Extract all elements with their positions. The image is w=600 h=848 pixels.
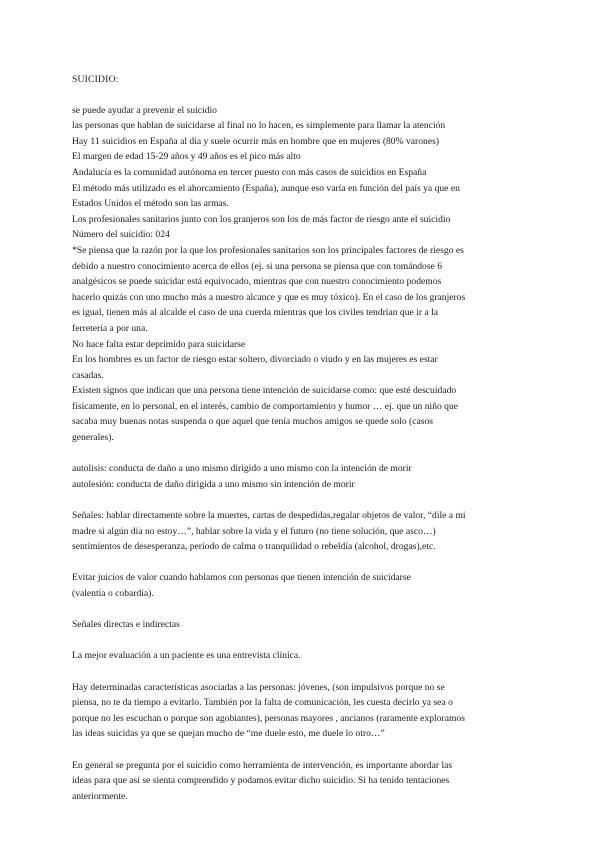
- paragraph-intervention: [72, 758, 532, 805]
- text-line: se puede ayudar a prevenir el suicidio: [72, 104, 217, 116]
- paragraph-direct-indirect: [72, 617, 532, 633]
- text-line: El margen de edad 15-29 años y 49 años es el pico más alto: [72, 151, 301, 163]
- text-line: las ideas suicidas ya que se quejan mucho de “me duele esto, me duele lo otro…”: [72, 728, 385, 740]
- text-line: sentimientos de desesperanza, período de calma o tranquilidad o rebeldía (alcohol, drogas),etc.: [72, 541, 436, 553]
- text-line: generales).: [72, 432, 114, 444]
- paragraph-evaluation: [72, 648, 532, 664]
- text-line: Los profesionales sanitarios junto con los granjeros son los de más factor de riesgo ante el suicidio: [72, 213, 451, 225]
- text-line: ferretería a por una.: [72, 322, 148, 334]
- paragraph-signals: [72, 508, 532, 555]
- text-line: Existen signos que indican que una persona tiene intención de suicidarse como: que esté descuidado: [72, 385, 457, 397]
- definition-autolisis: autolisis: conducta de daño a uno mismo dirigido a uno mismo con la intención de morir: [72, 463, 412, 475]
- text-line: Señales: hablar directamente sobre la muertes, cartas de despedidas,regalar objetos de valor, “dile a mi: [72, 510, 466, 522]
- text-line: No hace falta estar deprimido para suicidarse: [72, 338, 246, 350]
- text-line: La mejor evaluación a un paciente es una entrevista clínica.: [72, 650, 301, 662]
- document-body: [72, 72, 532, 820]
- text-line: Andalucía es la comunidad autónoma en tercer puesto con más casos de suicidios en España: [72, 166, 427, 178]
- text-line: las personas que hablan de suicidarse al final no lo hacen, es simplemente para llamar la atención: [72, 120, 446, 132]
- paragraph-facts: [72, 103, 532, 446]
- text-line: madre si algún día no estoy…”, hablar sobre la vida y el futuro (no tiene solución, que asco…): [72, 525, 436, 537]
- text-line: porque no les escuchan o porque son agobiantes), personas mayores , ancianos (raramente exploramos: [72, 712, 465, 724]
- text-line: físicamente, en lo personal, en el interés, cambio de comportamiento y humor … ej. que un niño que: [72, 400, 459, 412]
- paragraph-characteristics: [72, 680, 532, 742]
- text-line: Número del suicidio: 024: [72, 229, 170, 241]
- definition-autolesion: autolesión: conducta de daño dirigida a uno mismo sin intención de morir: [72, 478, 355, 490]
- text-line: El método más utilizado es el ahorcamiento (España), aunque eso varía en función del país ya que en: [72, 182, 460, 194]
- text-line: ideas para que así se sienta comprendido y podamos evitar dicho suicidio. Si ha tenido tentaciones: [72, 775, 450, 787]
- text-line: *Se piensa que la razón por la que los profesionales sanitarios son los principales factores de riesgo es: [72, 244, 464, 256]
- text-line: analgésicos se puede suicidar está equivocado, mientras que con nuestro conocimiento podemos: [72, 276, 442, 288]
- text-line: Hay determinadas características asociadas a las personas: jóvenes, (son impulsivos porque no se: [72, 681, 445, 693]
- text-line: Evitar juicios de valor cuando hablamos con personas que tienen intención de suicidarse: [72, 572, 411, 584]
- text-line: hacerlo quizás con uno mucho más a nuestro alcance y que es muy tóxico). En el caso de los granjeros: [72, 291, 466, 303]
- paragraph-definitions: [72, 461, 532, 492]
- document-title: SUICIDIO:: [72, 74, 119, 85]
- text-line: anteriormente.: [72, 790, 128, 802]
- text-line: (valentía o cobardía).: [72, 588, 154, 599]
- text-line: piensa, no te da tiempo a evitarlo. También por la falta de comunicación, les cuesta decirlo ya sea o: [72, 697, 453, 709]
- text-line: En general se pregunta por el suicidio como herramienta de intervención, es importante abordar las: [72, 759, 453, 771]
- paragraph-avoid-judgement: [72, 570, 532, 601]
- text-line: Hay 11 suicidios en España al día y suele ocurrir más en hombre que en mujeres (80% varones): [72, 135, 440, 147]
- text-line: casadas.: [72, 369, 104, 381]
- text-line: sacaba muy buenas notas suspenda o que aquel que tenía muchos amigos se quede solo (casos: [72, 416, 434, 428]
- text-line: es igual, tienen más al alcalde el caso de una cuerda mientras que los civiles tendrían que ir a la: [72, 307, 439, 319]
- text-line: debido a nuestro conocimiento acerca de ellos (ej. si una persona se piensa que con tomándose 6: [72, 260, 443, 272]
- text-line: En los hombres es un factor de riesgo estar soltero, divorciado o viudo y en las mujeres es estar: [72, 354, 438, 366]
- text-line: Estados Unidos el método son las armas.: [72, 198, 229, 210]
- text-line: Señales directas e indirectas: [72, 619, 180, 631]
